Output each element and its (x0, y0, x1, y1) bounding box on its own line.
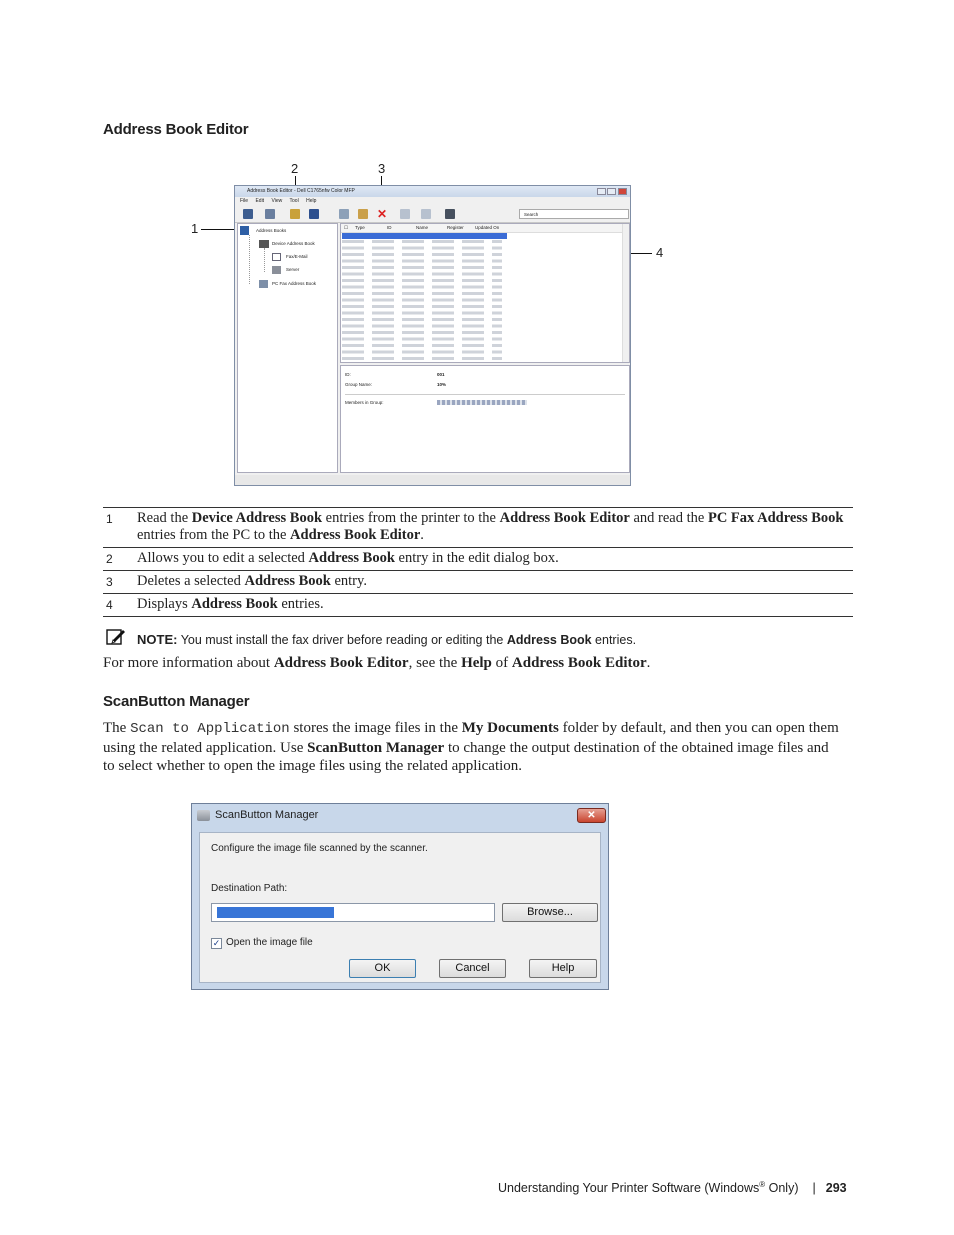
window-title-device: Dell C1765nfw Color MFP (297, 188, 355, 194)
row-number: 3 (103, 571, 137, 594)
list-scrollbar[interactable] (622, 224, 629, 362)
detail-group-value: 10% (437, 382, 447, 387)
callout-description-table (103, 507, 853, 617)
page-footer (498, 1180, 847, 1195)
footer-text: Understanding Your Printer Software (Windows (498, 1181, 760, 1196)
address-book-tree (237, 223, 338, 473)
detail-divider (345, 394, 625, 395)
footer-separator: | (812, 1181, 816, 1196)
blurred-rows (342, 240, 502, 360)
tree-server-label[interactable]: Server (286, 267, 300, 272)
instruction-text: Configure the image file scanned by the scanner. (211, 843, 428, 854)
col-updated[interactable]: Updated On (475, 225, 500, 230)
detail-group-label: Group Name: (345, 382, 373, 387)
section-heading-scanbutton-manager: ScanButton Manager (103, 693, 250, 710)
callout-4: 4 (656, 245, 664, 260)
minimize-icon[interactable] (597, 188, 606, 195)
footer-text-end: Only) (765, 1181, 799, 1196)
tree-fax-label[interactable]: Fax/E-Mail (286, 254, 308, 259)
tree-line (249, 235, 251, 284)
menu-tool[interactable]: Tool (289, 198, 299, 204)
col-name[interactable]: Name (416, 225, 429, 230)
destination-path-input[interactable] (211, 903, 495, 922)
close-icon[interactable] (618, 188, 627, 195)
note-text-end: entries. (591, 633, 637, 647)
detail-id-label: ID: (345, 372, 351, 377)
edit-entry-icon[interactable] (290, 209, 300, 219)
entry-list (340, 223, 630, 363)
row-description: Allows you to edit a selected Address Book entry in the edit dialog box. (137, 548, 853, 571)
undo-icon[interactable] (400, 209, 410, 219)
entry-detail (340, 365, 630, 473)
col-type[interactable]: Type (355, 225, 365, 230)
address-books-icon (240, 226, 249, 235)
tree-pcfax-label[interactable]: PC Fax Address Book (272, 281, 317, 286)
table-row (103, 594, 853, 617)
menu-help[interactable]: Help (306, 198, 317, 204)
status-bar (235, 475, 630, 485)
tree-line (264, 248, 266, 272)
list-header (341, 224, 629, 233)
menu-edit[interactable]: Edit (255, 198, 265, 204)
browse-button[interactable]: Browse... (502, 903, 598, 922)
window-titlebar: Address Book Editor - Dell C1765nfw Color MFP (235, 186, 630, 197)
tree-device-label[interactable]: Device Address Book (272, 241, 315, 246)
selected-path-text (217, 907, 334, 918)
paste-icon[interactable] (358, 209, 368, 219)
menu-bar (235, 197, 630, 206)
more-info-paragraph: For more information about Address Book Editor, see the Help of Address Book Editor. (103, 655, 651, 671)
row-description: Deletes a selected Address Book entry. (137, 571, 853, 594)
dialog-title: ScanButton Manager (215, 809, 319, 821)
page-number: 293 (825, 1181, 847, 1196)
tree-root-label[interactable]: Address Books (256, 228, 287, 233)
toolbar (235, 206, 630, 223)
checkbox-header-icon: ☐ (344, 225, 349, 230)
window-title: Address Book Editor (247, 188, 293, 194)
callout-3: 3 (378, 161, 386, 176)
find-icon[interactable] (445, 209, 455, 219)
table-row (103, 548, 853, 571)
table-row (103, 571, 853, 594)
registered-mark: ® (759, 1180, 766, 1189)
fax-icon (272, 253, 281, 261)
detail-members-label: Members in Group: (345, 400, 384, 405)
row-number: 4 (103, 594, 137, 617)
scanner-icon (197, 810, 210, 821)
note-pencil-icon (106, 628, 126, 646)
scanbutton-manager-dialog (191, 803, 609, 990)
note-bold: Address Book (506, 633, 592, 647)
address-book-editor-window (234, 185, 631, 486)
dialog-body (199, 832, 601, 983)
save-icon[interactable] (309, 209, 319, 219)
copy-icon[interactable] (339, 209, 349, 219)
note-label: NOTE: (137, 632, 178, 647)
server-icon (272, 266, 281, 274)
open-image-label[interactable]: Open the image file (226, 937, 313, 948)
delete-icon[interactable]: ✕ (377, 207, 388, 221)
menu-file[interactable]: File (240, 198, 249, 204)
blurred-members (437, 400, 527, 405)
open-image-checkbox[interactable]: ✓ (212, 938, 221, 948)
row-number: 1 (103, 508, 137, 548)
cancel-button[interactable]: Cancel (439, 959, 506, 978)
close-icon[interactable]: ✕ (577, 808, 606, 823)
printer-icon (259, 240, 269, 248)
read-device-icon[interactable] (243, 209, 253, 219)
row-description: Read the Device Address Book entries from the printer to the Address Book Editor and read the PC Fax Address Book entries from the PC to the Address Book Editor. (137, 508, 853, 548)
note-text: You must install the fax driver before reading or editing the (180, 633, 507, 647)
row-description: Displays Address Book entries. (137, 594, 853, 617)
selected-row[interactable] (342, 233, 507, 239)
detail-id-value: 001 (437, 372, 445, 377)
maximize-icon[interactable] (607, 188, 616, 195)
scanbutton-paragraph: The Scan to Application stores the image files in the My Documents folder by default, and then you can open them using the related application. Use ScanButton Manager to change the output destination of the obtained image files and to select whether to open the image files using the related application. (103, 720, 839, 774)
callout-2: 2 (291, 161, 299, 176)
pc-icon (259, 280, 268, 288)
section-heading-address-book-editor: Address Book Editor (103, 121, 249, 138)
table-row (103, 508, 853, 548)
menu-view[interactable]: View (271, 198, 283, 204)
col-id[interactable]: ID (387, 225, 392, 230)
callout-1: 1 (191, 221, 199, 236)
help-button[interactable]: Help (529, 959, 597, 978)
col-register[interactable]: Register (447, 225, 464, 230)
destination-path-label: Destination Path: (211, 883, 288, 894)
search-input[interactable]: Search (519, 209, 629, 219)
note (137, 632, 636, 647)
ok-button[interactable]: OK (349, 959, 416, 978)
row-number: 2 (103, 548, 137, 571)
redo-icon[interactable] (421, 209, 431, 219)
read-pcfax-icon[interactable] (265, 209, 275, 219)
